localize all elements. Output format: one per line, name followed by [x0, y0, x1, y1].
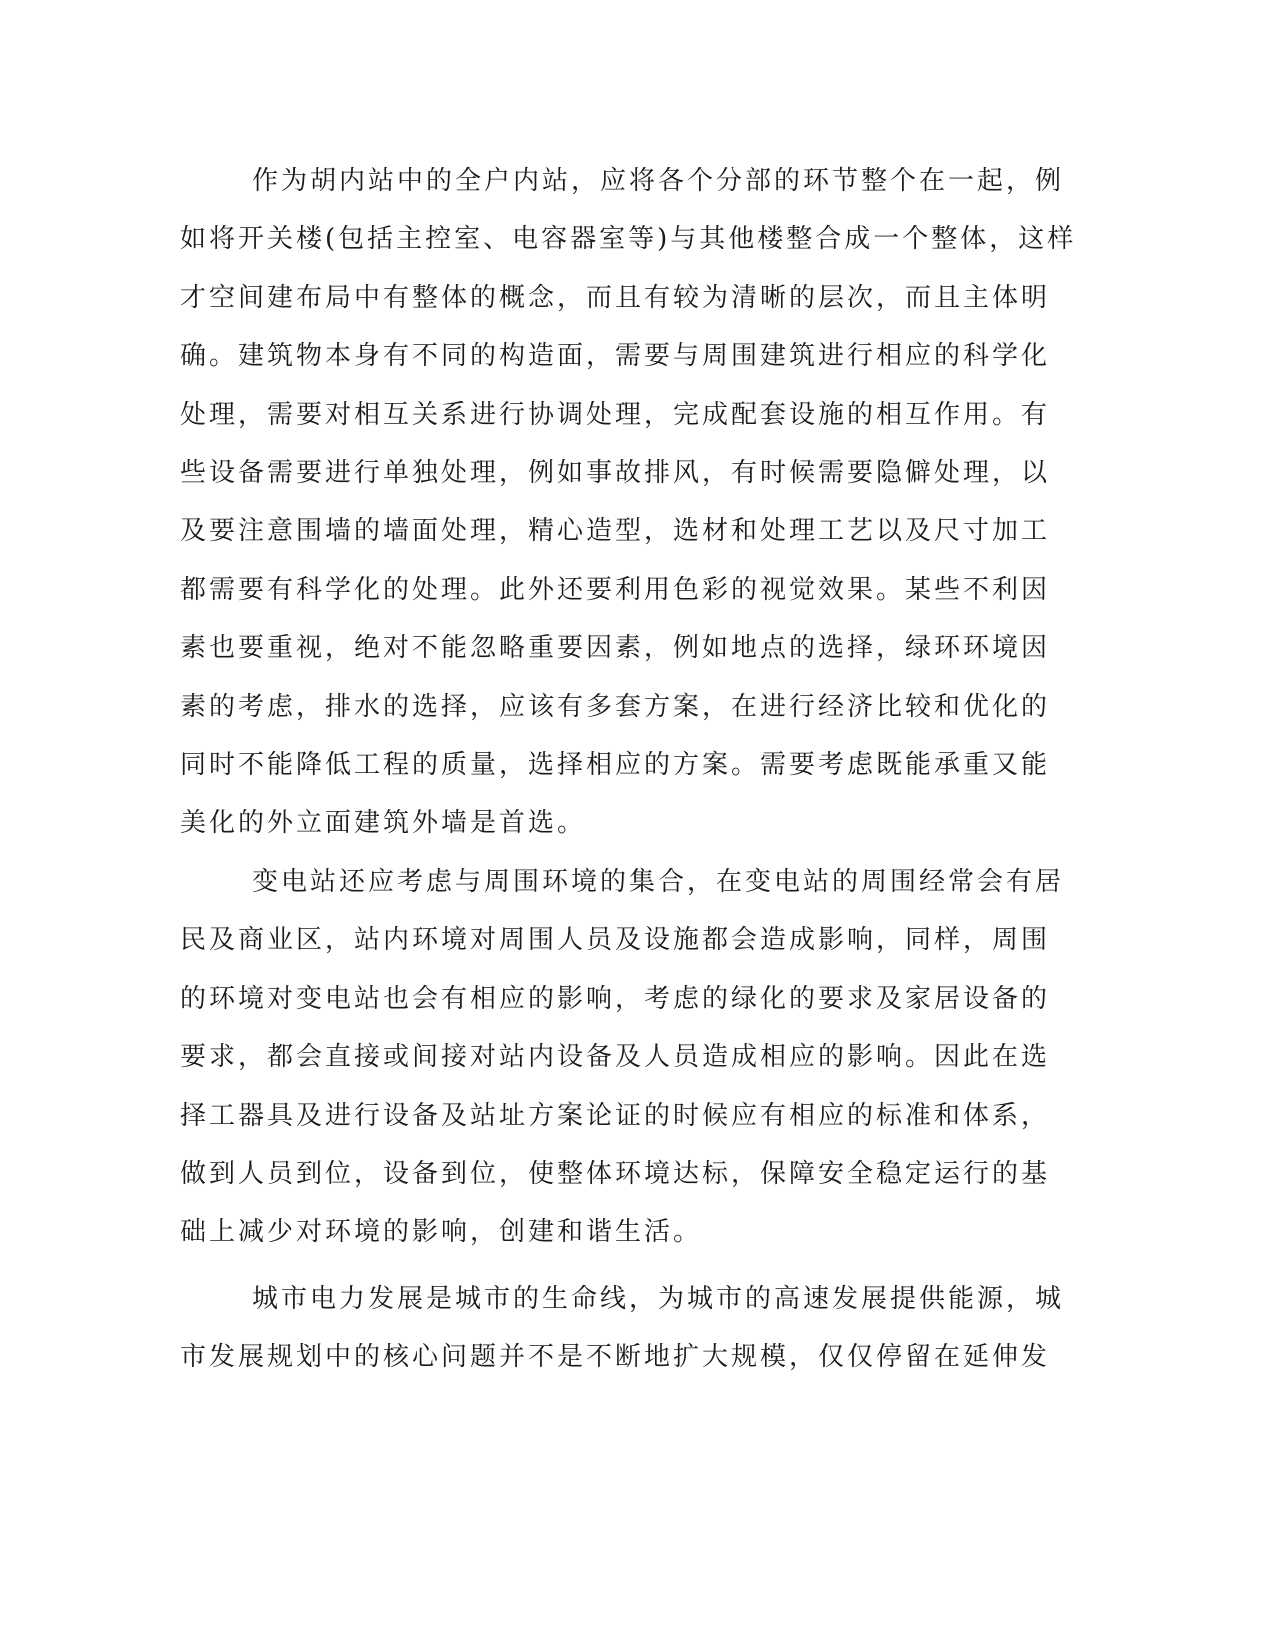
text-line: 才空间建布局中有整体的概念，而且有较为清晰的层次，而且主体明 [180, 282, 1051, 313]
text-line: 美化的外立面建筑外墙是首选。 [180, 808, 587, 839]
text-line: 市发展规划中的核心问题并不是不断地扩大规模，仅仅停留在延伸发 [180, 1342, 1051, 1373]
text-line: 作为胡内站中的全户内站，应将各个分部的环节整个在一起，例 [252, 166, 1065, 196]
text-line: 都需要有科学化的处理。此外还要利用色彩的视觉效果。某些不利因 [180, 574, 1051, 605]
text-line: 要求，都会直接或间接对站内设备及人员造成相应的影响。因此在选 [180, 1042, 1051, 1073]
text-line: 处理，需要对相互关系进行协调处理，完成配套设施的相互作用。有 [180, 399, 1051, 430]
text-line: 同时不能降低工程的质量，选择相应的方案。需要考虑既能承重又能 [180, 749, 1051, 780]
text-line: 的环境对变电站也会有相应的影响，考虑的绿化的要求及家居设备的 [180, 983, 1051, 1014]
text-line: 择工器具及进行设备及站址方案论证的时候应有相应的标准和体系， [180, 1100, 1051, 1131]
text-line: 确。建筑物本身有不同的构造面，需要与周围建筑进行相应的科学化 [180, 341, 1051, 372]
text-line: 素的考虑，排水的选择，应该有多套方案，在进行经济比较和优化的 [180, 691, 1051, 722]
text-line: 城市电力发展是城市的生命线，为城市的高速发展提供能源，城 [252, 1284, 1065, 1314]
text-line: 及要注意围墙的墙面处理，精心造型，选材和处理工艺以及尺寸加工 [180, 516, 1051, 547]
text-line: 础上减少对环境的影响，创建和谐生活。 [180, 1217, 703, 1248]
text-line: 民及商业区，站内环境对周围人员及设施都会造成影响，同样，周围 [180, 925, 1051, 956]
text-line: 如将开关楼(包括主控室、电容器室等)与其他楼整合成一个整体，这样 [180, 224, 1077, 255]
text-line: 素也要重视，绝对不能忽略重要因素，例如地点的选择，绿环环境因 [180, 633, 1051, 664]
text-line: 变电站还应考虑与周围环境的集合，在变电站的周围经常会有居 [252, 867, 1065, 897]
paragraph-station-layout [180, 152, 1076, 853]
paragraph-urban-power [180, 1270, 1064, 1387]
text-line: 做到人员到位，设备到位，使整体环境达标，保障安全稳定运行的基 [180, 1158, 1051, 1189]
paragraph-environment [180, 853, 1064, 1262]
text-line: 些设备需要进行单独处理，例如事故排风，有时候需要隐僻处理，以 [180, 457, 1051, 488]
